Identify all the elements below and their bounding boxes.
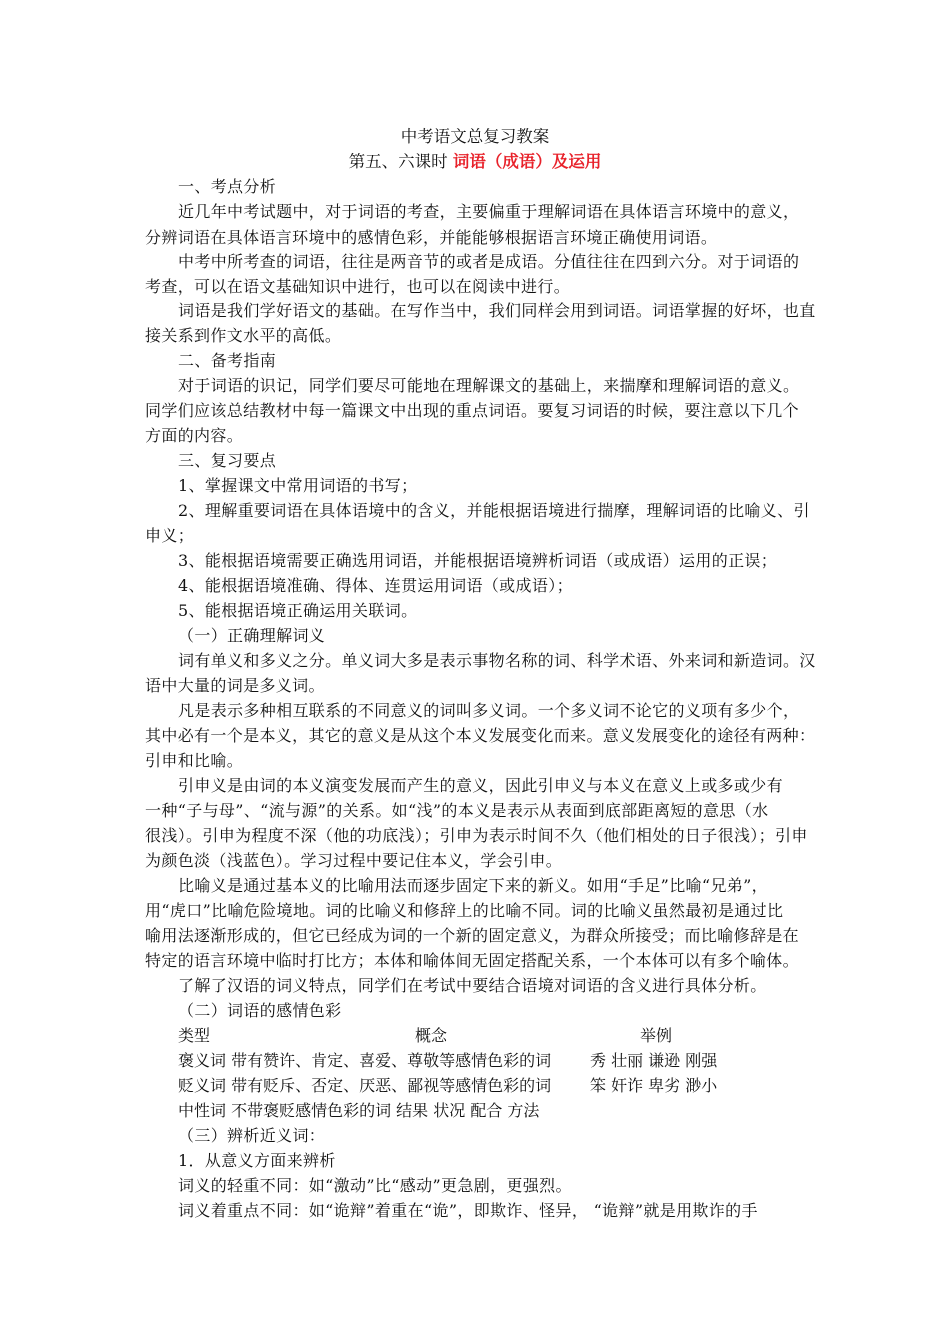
list-item: 5、能根据语境正确运用关联词。 [178,601,418,620]
subsection-heading: （一）正确理解词义 [178,626,326,645]
paragraph-line: 其中必有一个是本义，其它的意义是从这个本义发展变化而来。意义发展变化的途径有两种： [145,726,816,745]
section-heading: 二、备考指南 [178,351,277,370]
table-row-examples: 秀 壮丽 谦逊 刚强 [590,1051,718,1070]
table-header-type: 类型 [178,1026,211,1045]
list-item: 1．从意义方面来辨析 [178,1151,336,1170]
lesson-subtitle [0,151,950,173]
paragraph-line: 方面的内容。 [145,426,244,445]
paragraph-line: 考查，可以在语文基础知识中进行，也可以在阅读中进行。 [145,277,571,296]
document-title: 中考语文总复习教案 [400,127,550,146]
list-item: 3、能根据语境需要正确选用词语，并能根据语境辨析词语（或成语）运用的正误； [178,551,778,570]
paragraph-line: 近几年中考试题中，对于词语的考查，主要偏重于理解词语在具体语言环境中的意义， [178,202,800,221]
table-row-text: 中性词 不带褒贬感情色彩的词 结果 状况 配合 方法 [178,1101,540,1120]
paragraph-line: 词有单义和多义之分。单义词大多是表示事物名称的词、科学术语、外来词和新造词。汉 [178,651,816,670]
paragraph-line: 引申和比喻。 [145,751,244,770]
section-heading: 一、考点分析 [178,177,277,196]
table-header-concept: 概念 [415,1026,448,1045]
paragraph-line: 词语是我们学好语文的基础。在写作当中，我们同样会用到词语。词语掌握的好坏，也直 [178,301,816,320]
paragraph-line: 一种“子与母”、“流与源”的关系。如“浅”的本义是表示从表面到底部距离短的意思（水 [145,801,769,820]
table-header-example: 举例 [640,1026,673,1045]
paragraph-line: 凡是表示多种相互联系的不同意义的词叫多义词。一个多义词不论它的义项有多少个， [178,701,800,720]
list-item: 1、掌握课文中常用词语的书写； [178,476,418,495]
list-item: 2、理解重要词语在具体语境中的含义，并能根据语境进行揣摩，理解词语的比喻义、引 [178,501,810,520]
paragraph-line: 引申义是由词的本义演变发展而产生的意义，因此引申义与本义在意义上或多或少有 [178,776,783,795]
paragraph-line: 分辨词语在具体语言环境中的感情色彩，并能能够根据语言环境正确使用词语。 [145,228,718,247]
subsection-heading: （三）辨析近义词： [178,1126,326,1145]
table-row-examples: 笨 奸诈 卑劣 渺小 [590,1076,718,1095]
list-item: 4、能根据语境准确、得体、连贯运用词语（或成语）； [178,576,573,595]
paragraph-line: 同学们应该总结教材中每一篇课文中出现的重点词语。要复习词语的时候，要注意以下几个 [145,401,800,420]
table-row-text: 褒义词 带有赞许、肯定、喜爱、尊敬等感情色彩的词 [178,1051,552,1070]
paragraph-line: 很浅）。引申为程度不深（他的功底浅）；引申为表示时间不久（他们相处的日子很浅）；引申 [145,826,808,845]
paragraph-line: 了解了汉语的词义特点，同学们在考试中要结合语境对词语的含义进行具体分析。 [178,976,767,995]
paragraph-line: 中考中所考查的词语，往往是两音节的或者是成语。分值往往在四到六分。对于词语的 [178,252,800,271]
paragraph-line: 词义的轻重不同：如“激动”比“感动”更急剧，更强烈。 [178,1176,572,1195]
lesson-topic: 词语（成语）及运用 [452,152,602,171]
paragraph-line: 对于词语的识记，同学们要尽可能地在理解课文的基础上，来揣摩和理解词语的意义。 [178,376,800,395]
paragraph-line: 词义着重点不同：如“诡辩”着重在“诡”，即欺诈、怪异， “诡辩”就是用欺诈的手 [178,1201,758,1220]
paragraph-line: 为颜色淡（浅蓝色）。学习过程中要记住本义，学会引申。 [145,851,563,870]
lesson-number: 第五、六课时 [348,152,448,171]
paragraph-line: 用“虎口”比喻危险境地。词的比喻义和修辞上的比喻不同。词的比喻义虽然最初是通过比 [145,901,784,920]
paragraph-line: 语中大量的词是多义词。 [145,676,325,695]
paragraph-line: 比喻义是通过基本义的比喻用法而逐步固定下来的新义。如用“手足”比喻“兄弟”， [178,876,769,895]
section-heading: 三、复习要点 [178,451,277,470]
paragraph-line: 喻用法逐渐形成的，但它已经成为词的一个新的固定意义，为群众所接受；而比喻修辞是在 [145,926,800,945]
paragraph-line: 接关系到作文水平的高低。 [145,326,342,345]
paragraph-line: 特定的语言环境中临时打比方；本体和喻体间无固定搭配关系，一个本体可以有多个喻体。 [145,951,800,970]
subsection-heading: （二）词语的感情色彩 [178,1001,342,1020]
table-row-text: 贬义词 带有贬斥、否定、厌恶、鄙视等感情色彩的词 [178,1076,552,1095]
list-item: 申义； [145,526,195,545]
